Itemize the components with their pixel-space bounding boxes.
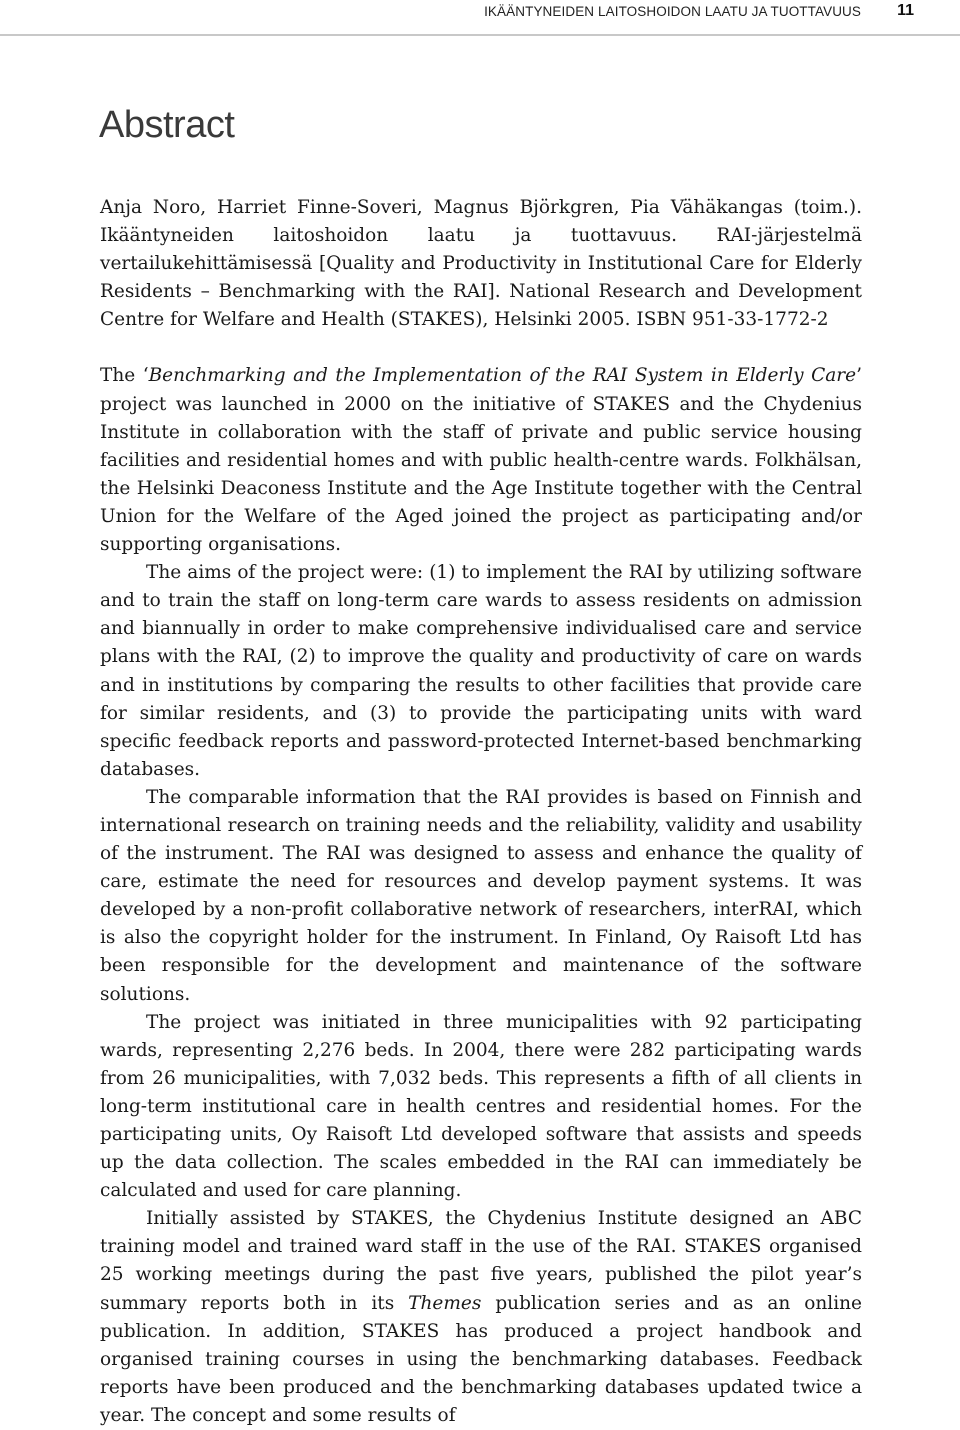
- page-title: Abstract: [99, 104, 235, 146]
- abstract-body: [100, 194, 862, 1430]
- running-header: IKÄÄNTYNEIDEN LAITOSHOIDON LAATU JA TUOTTAVUUS: [484, 4, 861, 19]
- text-run: publication series and as an online publication. In addition, STAKES has produced a project handbook and organised training courses in using the benchmarking databases. Feedback reports have been produced and the benchmarking databases updated twice a year. The concept and some results of: [100, 1292, 862, 1426]
- header-divider: [0, 34, 960, 36]
- bibliographic-citation: Anja Noro, Harriet Finne-Soveri, Magnus Björkgren, Pia Vähäkangas (toim.). Ikääntyneiden laitoshoidon laatu ja tuottavuus. RAI-järjestelmä vertailukehittämisessä [Quality and Productivity in Institutional Care for Elderly Residents – Benchmarking with the RAI]. National Research and Development Centre for Welfare and Health (STAKES), Helsinki 2005. ISBN 951-33-1772-2: [100, 197, 862, 331]
- text-run: Initially assisted by STAKES, the Chydenius Institute designed an ABC training model and trained ward staff in the use of the RAI. STAKES organised 25 working meetings during the past five years, published the pilot year’s summary reports both in its: [100, 1208, 862, 1314]
- page-number: 11: [897, 2, 914, 19]
- paragraph-participation: The project was initiated in three municipalities with 92 participating wards, representing 2,276 beds. In 2004, there were 282 participating wards from 26 municipalities, with 7,032 beds. This represents a fifth of all clients in long-term institutional care in health centres and residential homes. For the participating units, Oy Raisoft Ltd developed software that assists and speeds up the data collection. The scales embedded in the RAI can immediately be calculated and used for care planning.: [100, 1011, 862, 1202]
- text-run: ’ project was launched in 2000 on the initiative of STAKES and the Chydenius Institute in collaboration with the staff of private and public service housing facilities and residential homes and with public health-centre wards. Folkhälsan, the Helsinki Deaconess Institute and the Age Institute together with the Central Union for the Welfare of the Aged joined the project as participating and/or supporting organisations.: [100, 365, 862, 556]
- paragraph-rai-information: The comparable information that the RAI provides is based on Finnish and international research on training needs and the reliability, validity and usability of the instrument. The RAI was designed to assess and enhance the quality of care, estimate the need for resources and develop payment systems. It was developed by a non-profit collaborative network of researchers, interRAI, which is also the copyright holder for the instrument. In Finland, Oy Raisoft Ltd has been responsible for the development and maintenance of the software solutions.: [100, 786, 862, 1005]
- text-run: The ‘: [100, 365, 149, 387]
- paragraph-project-intro: [100, 362, 862, 559]
- themes-italic: Themes: [408, 1292, 482, 1314]
- project-title-italic: Benchmarking and the Implementation of the RAI System in Elderly Care: [148, 365, 857, 387]
- paragraph-aims: The aims of the project were: (1) to implement the RAI by utilizing software and to train the staff on long-term care wards to assess residents on admission and biannually in order to make comprehensive individualised care and service plans with the RAI, (2) to improve the quality and productivity of care on wards and in institutions by comparing the results to other facilities that provide care for similar residents, and (3) to provide the participating units with ward specific feedback reports and password-protected Internet-based benchmarking databases.: [100, 562, 862, 780]
- paragraph-training: [100, 1205, 862, 1430]
